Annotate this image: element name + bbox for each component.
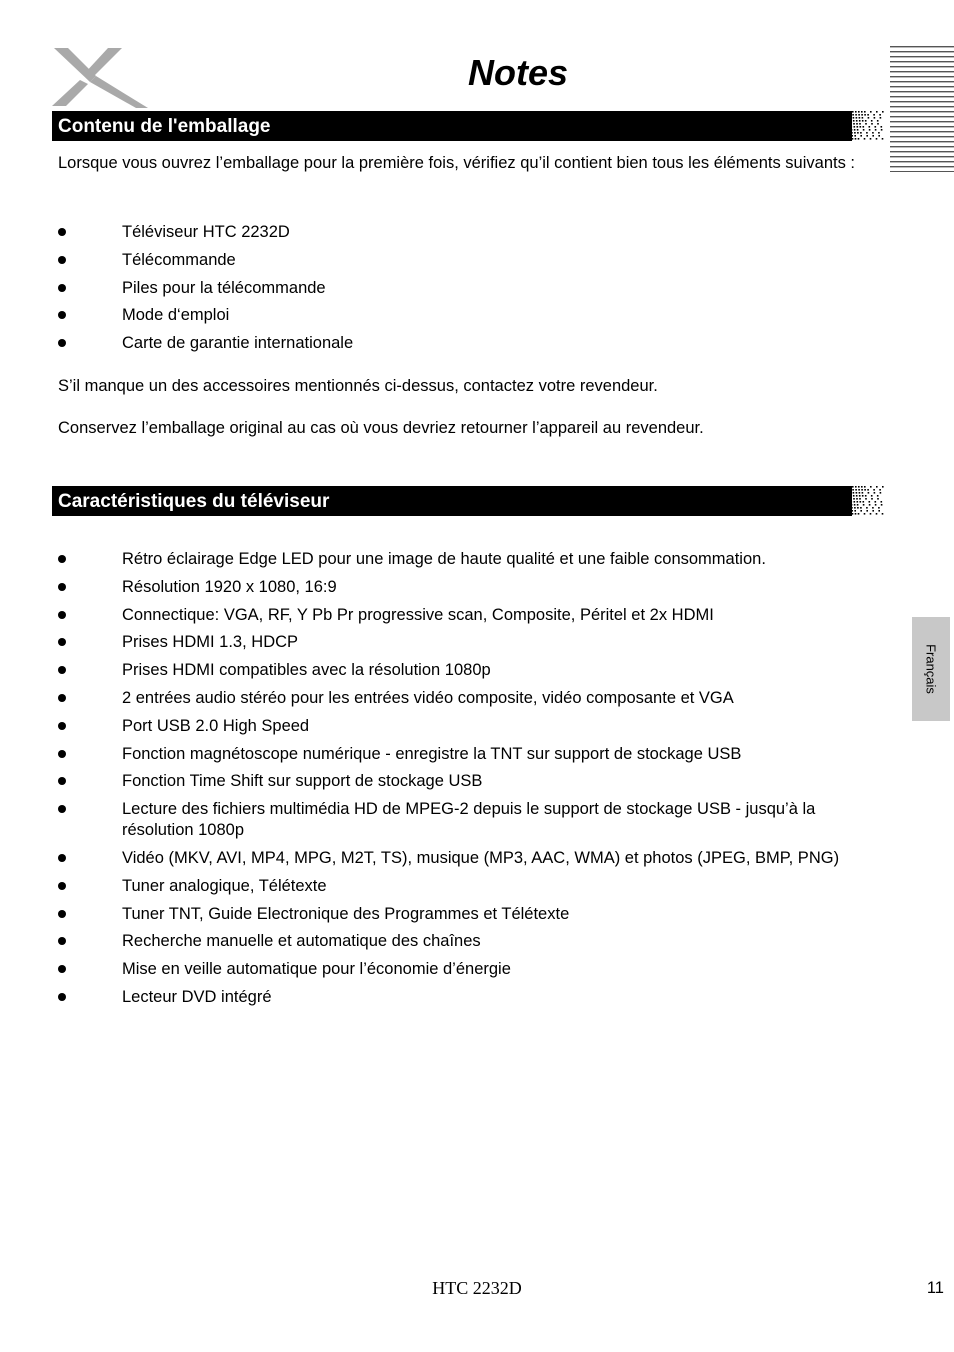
bullet-icon [58,666,66,674]
list-item-text: 2 entrées audio stéréo pour les entrées vidéo composite, vidéo composante et VGA [122,688,734,707]
header-dither-decoration [844,111,884,141]
list-item-text: Recherche manuelle et automatique des chaînes [122,932,481,951]
bullet-icon [58,611,66,619]
bullet-icon [58,638,66,646]
package-contents-list [58,222,888,361]
list-item-text: Prises HDMI 1.3, HDCP [122,633,299,652]
bullet-icon [58,805,66,813]
list-item-text: Téléviseur HTC 2232D [122,223,290,241]
list-item [58,305,888,326]
language-tab-label: Français [923,644,939,694]
list-item [58,632,888,653]
list-item-text: Lecteur DVD intégré [122,987,272,1006]
bullet-icon [58,750,66,758]
list-item [58,577,888,598]
list-item [58,931,888,952]
bullet-icon [58,555,66,563]
list-item-text: Port USB 2.0 High Speed [122,716,310,735]
intro-paragraph: Lorsque vous ouvrez l’emballage pour la première fois, vérifiez qu’il contient bien tous les éléments suivants : [58,154,855,172]
bullet-icon [58,228,66,236]
bullet-icon [58,311,66,319]
list-item-text: Mise en veille automatique pour l’économie d’énergie [122,960,511,979]
list-item [58,771,888,792]
section-title: Caractéristiques du téléviseur [58,491,330,512]
bullet-icon [58,777,66,785]
bullet-icon [58,882,66,890]
features-list [58,549,888,1015]
list-item-text: Mode d‘emploi [122,306,230,325]
list-item-text: Télécommande [122,250,236,269]
page-number: 11 [926,1279,944,1297]
bullet-icon [58,583,66,591]
list-item-text: Fonction Time Shift sur support de stockage USB [122,772,483,791]
list-item-text: Rétro éclairage Edge LED pour une image de haute qualité et une faible consommation. [122,550,766,568]
list-item-text: Connectique: VGA, RF, Y Pb Pr progressive scan, Composite, Péritel et 2x HDMI [122,605,714,624]
bullet-icon [58,722,66,730]
list-item [58,876,888,897]
list-item-text: Vidéo (MKV, AVI, MP4, MPG, M2T, TS), musique (MP3, AAC, WMA) et photos (JPEG, BMP, PNG) [122,848,840,867]
list-item [58,848,888,869]
footer-model-name: HTC 2232D [432,1278,522,1298]
list-item [58,799,888,841]
missing-accessories-note: S’il manque un des accessoires mentionnés ci-dessus, contactez votre revendeur. [58,377,658,395]
list-item-text: Prises HDMI compatibles avec la résolution 1080p [122,661,491,680]
list-item-text: Carte de garantie internationale [122,334,354,353]
page-title: Notes [467,52,569,93]
corner-stripes-decoration [888,44,954,172]
list-item [58,987,888,1008]
section-header-contents [52,111,884,141]
list-item [58,222,888,243]
bullet-icon [58,694,66,702]
bullet-icon [58,965,66,973]
bullet-icon [58,937,66,945]
list-item-text: Lecture des fichiers multimédia HD de MPEG-2 depuis le support de stockage USB - jusqu’à la résolution 1080p [122,800,816,840]
list-item-text: Tuner analogique, Télétexte [122,876,327,895]
bullet-icon [58,993,66,1001]
list-item [58,744,888,765]
list-item-text: Tuner TNT, Guide Electronique des Programmes et Télétexte [122,904,570,923]
bullet-icon [58,910,66,918]
bullet-icon [58,284,66,292]
section-header-features [52,486,884,516]
list-item [58,904,888,925]
header-dither-decoration [844,486,884,516]
keep-packaging-note: Conservez l’emballage original au cas où vous devriez retourner l’appareil au revendeur. [58,419,704,437]
list-item [58,333,888,354]
list-item-text: Piles pour la télécommande [122,278,326,297]
list-item [58,605,888,626]
language-tab [912,617,950,721]
list-item-text: Résolution 1920 x 1080, 16:9 [122,577,337,596]
list-item [58,549,888,570]
bullet-icon [58,256,66,264]
list-item-text: Fonction magnétoscope numérique - enregistre la TNT sur support de stockage USB [122,744,742,763]
list-item [58,278,888,299]
bullet-icon [58,339,66,347]
list-item [58,250,888,271]
list-item [58,660,888,681]
list-item [58,688,888,709]
list-item [58,959,888,980]
bullet-icon [58,854,66,862]
section-title: Contenu de l'emballage [58,116,271,137]
list-item [58,716,888,737]
